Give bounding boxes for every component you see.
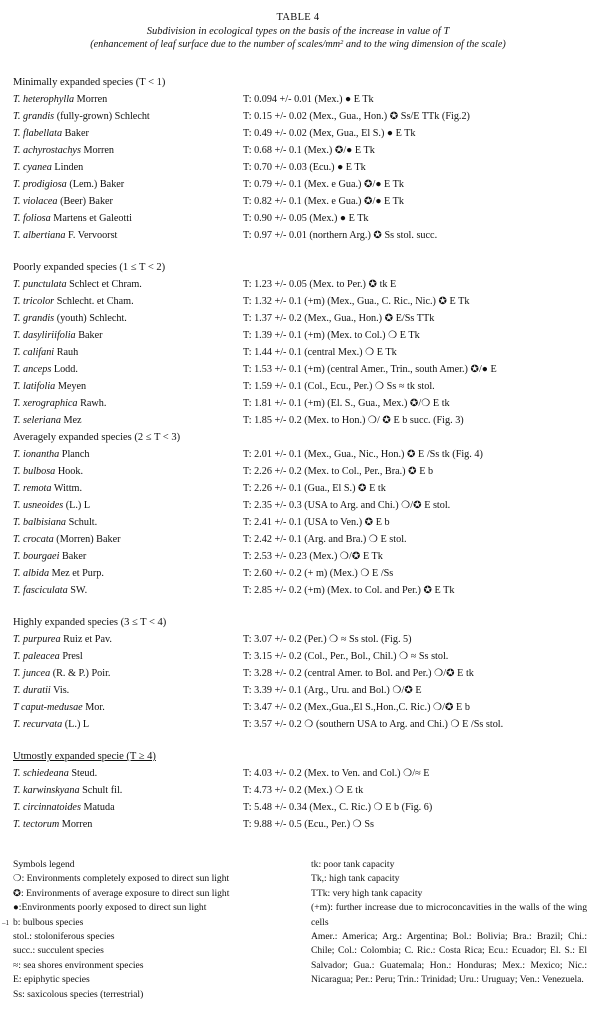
species-t-value: T: 3.39 +/- 0.1 (Arg., Uru. and Bol.) ❍/✪ E [243,685,422,696]
species-binomial: T. foliosa [13,213,51,224]
species-row [0,785,596,802]
species-t-value: T: 1.53 +/- 0.1 (+m) (central Amer., Trin., south Amer.) ✪/● E [243,364,497,375]
species-name [13,802,115,813]
species-row [0,483,596,500]
species-binomial: T. ionantha [13,449,60,460]
species-binomial: T. xerographica [13,398,78,409]
species-t-value: T: 2.26 +/- 0.1 (Gua., El S.) ✪ E tk [243,483,386,494]
species-author: F. Vervoorst [65,230,118,241]
species-row [0,685,596,702]
species-row [0,702,596,719]
species-author: Mor. [82,702,105,713]
species-name [13,330,103,341]
legend-item-saxicolous: Ss: saxicolous species (terrestrial) [13,988,144,1000]
species-name [13,634,112,645]
species-name [13,145,114,156]
species-t-value: T: 4.73 +/- 0.2 (Mex.) ❍ E tk [243,785,364,796]
species-row [0,179,596,196]
species-binomial: T. purpurea [13,634,61,645]
species-row [0,466,596,483]
species-name [13,466,83,477]
species-author: Hook. [55,466,84,477]
species-binomial: T. crocata [13,534,54,545]
species-t-value: T: 0.97 +/- 0.01 (northern Arg.) ✪ Ss stol. succ. [243,230,438,241]
legend-item-high-tank: Tk,: high tank capacity [311,873,400,885]
species-name [13,111,150,122]
species-row [0,347,596,364]
species-author: (L.) L [62,719,90,730]
species-binomial: T. fasciculata [13,585,68,596]
species-row [0,162,596,179]
species-row [0,651,596,668]
species-t-value: T: 3.57 +/- 0.2 ❍ (southern USA to Arg. and Chi.) ❍ E /Ss stol. [243,719,504,730]
table-caption: Subdivision in ecological types on the basis of the increase in value of T [146,26,450,37]
species-author: Ruiz et Pav. [60,634,112,645]
species-binomial: T. juncea [13,668,51,679]
species-author: Rawh. [77,398,107,409]
species-binomial: T. circinnatoides [13,802,81,813]
species-t-value: T: 2.26 +/- 0.2 (Mex. to Col., Per., Bra.) ✪ E b [243,466,434,477]
species-t-value: T: 0.90 +/- 0.05 (Mex.) ● E Tk [243,213,369,224]
group-header: Averagely expanded species (2 ≤ T < 3) [13,432,181,443]
species-author: (L.) L [63,500,91,511]
species-t-value: T: 3.15 +/- 0.2 (Col., Per., Bol., Chil.) ❍ ≈ Ss stol. [243,651,449,662]
legend-item-succulent: succ.: succulent species [13,945,104,957]
species-t-value: T: 9.88 +/- 0.5 (Ecu., Per.) ❍ Ss [243,819,374,830]
species-binomial: T. bulbosa [13,466,56,477]
species-name [13,364,78,375]
species-author: Baker [59,551,87,562]
species-name [13,651,83,662]
species-binomial: T. violacea [13,196,58,207]
species-name [13,500,90,511]
species-name [13,668,110,679]
species-author: (fully-grown) Schlecht [54,111,150,122]
symbols-legend [13,858,298,1002]
species-row [0,128,596,145]
species-t-value: T: 1.23 +/- 0.05 (Mex. to Per.) ✪ tk E [243,279,397,290]
legend-item-poor-sun: ●:Environments poorly exposed to direct sun light [13,902,207,914]
table-caption-subtitle [0,38,596,51]
species-name [13,685,69,696]
species-name [13,551,86,562]
species-t-value: T: 2.41 +/- 0.1 (USA to Ven.) ✪ E b [243,517,390,528]
species-t-value: T: 3.28 +/- 0.2 (central Amer. to Bol. and Per.) ❍/✪ E tk [243,668,474,679]
species-binomial: T. tectorum [13,819,60,830]
species-t-value: T: 2.60 +/- 0.2 (+ m) (Mex.) ❍ E /Ss [243,568,394,579]
legend-heading: Symbols legend [13,859,75,870]
species-row [0,94,596,111]
species-t-value: T: 0.68 +/- 0.1 (Mex.) ✪/● E Tk [243,145,375,156]
species-binomial: T. prodigiosa [13,179,67,190]
species-t-value: T: 0.49 +/- 0.02 (Mex, Gua., El S.) ● E Tk [243,128,416,139]
species-binomial: T. flabellata [13,128,63,139]
species-t-value: T: 2.53 +/- 0.23 (Mex.) ❍/✪ E Tk [243,551,383,562]
species-binomial: T. balbisiana [13,517,67,528]
table-number: TABLE 4 [276,12,320,23]
species-t-value: T: 0.15 +/- 0.02 (Mex., Gua., Hon.) ✪ Ss/E TTk (Fig.2) [243,111,470,122]
legend-country-abbreviations: Amer.: America; Arg.: Argentina; Bol.: Bolivia; Bra.: Brazil; Chi.: Chile; Col.: Colombia; C. Ric.: Costa Rica; Ecu.: Ecuador; El. S.: El Salvador; Gua.: Guatemala; Hon.: Honduras; Mex.: Mexico; Nic.: Nicaragua; Per.: Peru; Trin.: Trinidad; Uru.: Uruguay; Ven.: Venezuela. [311,931,587,986]
legend-item-poor-tank: tk: poor tank capacity [311,859,395,870]
species-author: Lodd. [51,364,78,375]
legend-item-stoloniferous: stol.: stoloniferous species [13,931,115,943]
species-row [0,534,596,551]
species-name [13,196,113,207]
legend-item-bulbous: b: bulbous species [13,916,84,928]
species-author: Vis. [50,685,70,696]
species-binomial: T. califani [13,347,55,358]
species-binomial: T caput-medusae [13,702,83,713]
species-author: Morren [80,145,115,156]
species-row [0,802,596,819]
species-t-value: T: 1.81 +/- 0.1 (+m) (El. S., Gua., Mex.) ✪/❍ E tk [243,398,450,409]
species-name [13,768,97,779]
species-row [0,111,596,128]
species-row [0,313,596,330]
species-author: Planch [59,449,90,460]
species-binomial: T. grandis [13,313,55,324]
species-binomial: T. punctulata [13,279,67,290]
species-row [0,330,596,347]
species-author: Schlecht. et Cham. [54,296,134,307]
species-author: Rauh [54,347,79,358]
caption-text-b: and to the wing dimension of the scale) [343,39,506,50]
species-name [13,819,92,830]
species-author: (youth) Schlecht. [54,313,127,324]
species-binomial: T. remota [13,483,52,494]
species-name [13,213,132,224]
species-author: Schlect et Chram. [66,279,142,290]
species-binomial: T. seleriana [13,415,61,426]
species-binomial: T. usneoides [13,500,64,511]
species-row [0,585,596,602]
abbreviations-legend [311,858,587,988]
species-binomial: T. schiedeana [13,768,69,779]
species-row [0,364,596,381]
species-author: (Beer) Baker [57,196,113,207]
species-row [0,551,596,568]
species-name [13,702,105,713]
species-row [0,230,596,247]
species-row [0,415,596,432]
species-t-value: T: 1.39 +/- 0.1 (+m) (Mex. to Col.) ❍ E Tk [243,330,420,341]
species-name [13,179,124,190]
species-row [0,517,596,534]
group-header: Minimally expanded species (T < 1) [13,77,166,88]
legend-item-sea-shores: ≈: sea shores environment species [13,959,144,971]
group-header: Utmostly expanded specie (T ≥ 4) [13,751,156,762]
legend-item-microconcavities: (+m): further increase due to microconcavities in the walls of the wing cells [311,902,587,928]
species-author: Baker [62,128,89,139]
species-name [13,534,121,545]
species-name [13,296,134,307]
legend-item-epiphytic: E: epiphytic species [13,974,90,986]
species-row [0,668,596,685]
species-binomial: T. grandis [13,111,55,122]
species-t-value: T: 1.32 +/- 0.1 (+m) (Mex., Gua., C. Ric., Nic.) ✪ E Tk [243,296,470,307]
species-row [0,568,596,585]
species-binomial: T. heterophylla [13,94,75,105]
species-author: (Lem.) Baker [66,179,125,190]
species-row [0,145,596,162]
species-author: Morren [59,819,93,830]
species-author: Linden [51,162,84,173]
species-name [13,483,82,494]
species-row [0,819,596,836]
legend-item-full-sun: ❍: Environments completely exposed to direct sun light [13,873,230,885]
species-binomial: T. achyrostachys [13,145,81,156]
species-t-value: T: 4.03 +/- 0.2 (Mex. to Ven. and Col.) ❍/≈ E [243,768,430,779]
species-name [13,230,117,241]
species-binomial: T. karwinskyana [13,785,80,796]
species-author: Steud. [68,768,98,779]
group-header: Highly expanded species (3 ≤ T < 4) [13,617,167,628]
species-author: (R. & P.) Poir. [50,668,111,679]
species-binomial: T. albida [13,568,50,579]
species-name [13,398,106,409]
species-binomial: T. tricolor [13,296,55,307]
species-author: (Morren) Baker [53,534,121,545]
species-t-value: T: 2.42 +/- 0.1 (Arg. and Bra.) ❍ E stol. [243,534,407,545]
species-t-value: T: 5.48 +/- 0.34 (Mex., C. Ric.) ❍ E b (Fig. 6) [243,802,433,813]
species-author: Schult. [66,517,98,528]
species-name [13,381,86,392]
legend-item-very-high-tank: TTk: very high tank capacity [311,887,423,899]
species-author: Morren [74,94,108,105]
species-name [13,347,78,358]
species-binomial: T. bourgaei [13,551,60,562]
species-t-value: T: 0.094 +/- 0.01 (Mex.) ● E Tk [243,94,374,105]
species-row [0,634,596,651]
species-t-value: T: 3.47 +/- 0.2 (Mex.,Gua.,El S.,Hon.,C. Ric.) ❍/✪ E b [243,702,470,713]
species-t-value: T: 2.01 +/- 0.1 (Mex., Gua., Nic., Hon.) ✪ E /Ss tk (Fig. 4) [243,449,483,460]
species-binomial: T. albertiana [13,230,66,241]
species-name [13,415,82,426]
species-name [13,128,89,139]
species-t-value: T: 1.44 +/- 0.1 (central Mex.) ❍ E Tk [243,347,397,358]
legend-item-average-sun: ✪: Environments of average exposure to direct sun light [13,887,230,899]
caption-text-a: (enhancement of leaf surface due to the number of scales/mm [90,39,341,50]
species-name [13,568,104,579]
species-binomial: T. dasyliriifolia [13,330,76,341]
species-row [0,719,596,736]
species-author: Meyen [55,381,87,392]
species-author: SW. [67,585,88,596]
species-t-value: T: 2.85 +/- 0.2 (+m) (Mex. to Col. and Per.) ✪ E Tk [243,585,455,596]
species-author: Mez et Purp. [49,568,104,579]
species-binomial: T. paleacea [13,651,60,662]
species-name [13,279,142,290]
species-t-value: T: 1.85 +/- 0.2 (Mex. to Hon.) ❍/ ✪ E b succ. (Fig. 3) [243,415,464,426]
species-author: Baker [75,330,103,341]
species-row [0,398,596,415]
species-author: Schult fil. [79,785,123,796]
species-t-value: T: 0.79 +/- 0.1 (Mex. e Gua.) ✪/● E Tk [243,179,404,190]
species-t-value: T: 3.07 +/- 0.2 (Per.) ❍ ≈ Ss stol. (Fig. 5) [243,634,412,645]
species-author: Presl [59,651,83,662]
species-author: Mez [60,415,82,426]
species-name [13,785,122,796]
species-row [0,768,596,785]
species-author: Martens et Galeotti [50,213,132,224]
species-name [13,719,89,730]
species-t-value: T: 2.35 +/- 0.3 (USA to Arg. and Chi.) ❍/✪ E stol. [243,500,451,511]
margin-mark: –1 [2,919,9,927]
species-author: Wittm. [51,483,83,494]
group-header: Poorly expanded species (1 ≤ T < 2) [13,262,166,273]
species-author: Matuda [80,802,115,813]
species-name [13,94,107,105]
species-name [13,162,83,173]
species-row [0,279,596,296]
species-binomial: T. duratii [13,685,51,696]
species-row [0,500,596,517]
species-row [0,296,596,313]
species-t-value: T: 0.70 +/- 0.03 (Ecu.) ● E Tk [243,162,366,173]
species-name [13,313,127,324]
species-t-value: T: 1.37 +/- 0.2 (Mex., Gua., Hon.) ✪ E/Ss TTk [243,313,435,324]
species-t-value: T: 0.82 +/- 0.1 (Mex. e Gua.) ✪/● E Tk [243,196,404,207]
species-binomial: T. cyanea [13,162,52,173]
species-binomial: T. recurvata [13,719,63,730]
species-row [0,381,596,398]
species-binomial: T. latifolia [13,381,56,392]
species-name [13,585,87,596]
species-name [13,517,97,528]
species-row [0,449,596,466]
species-name [13,449,90,460]
species-t-value: T: 1.59 +/- 0.1 (Col., Ecu., Per.) ❍ Ss ≈ tk stol. [243,381,435,392]
species-row [0,213,596,230]
species-binomial: T. anceps [13,364,52,375]
caption-superscript: 2 [340,39,344,46]
species-row [0,196,596,213]
